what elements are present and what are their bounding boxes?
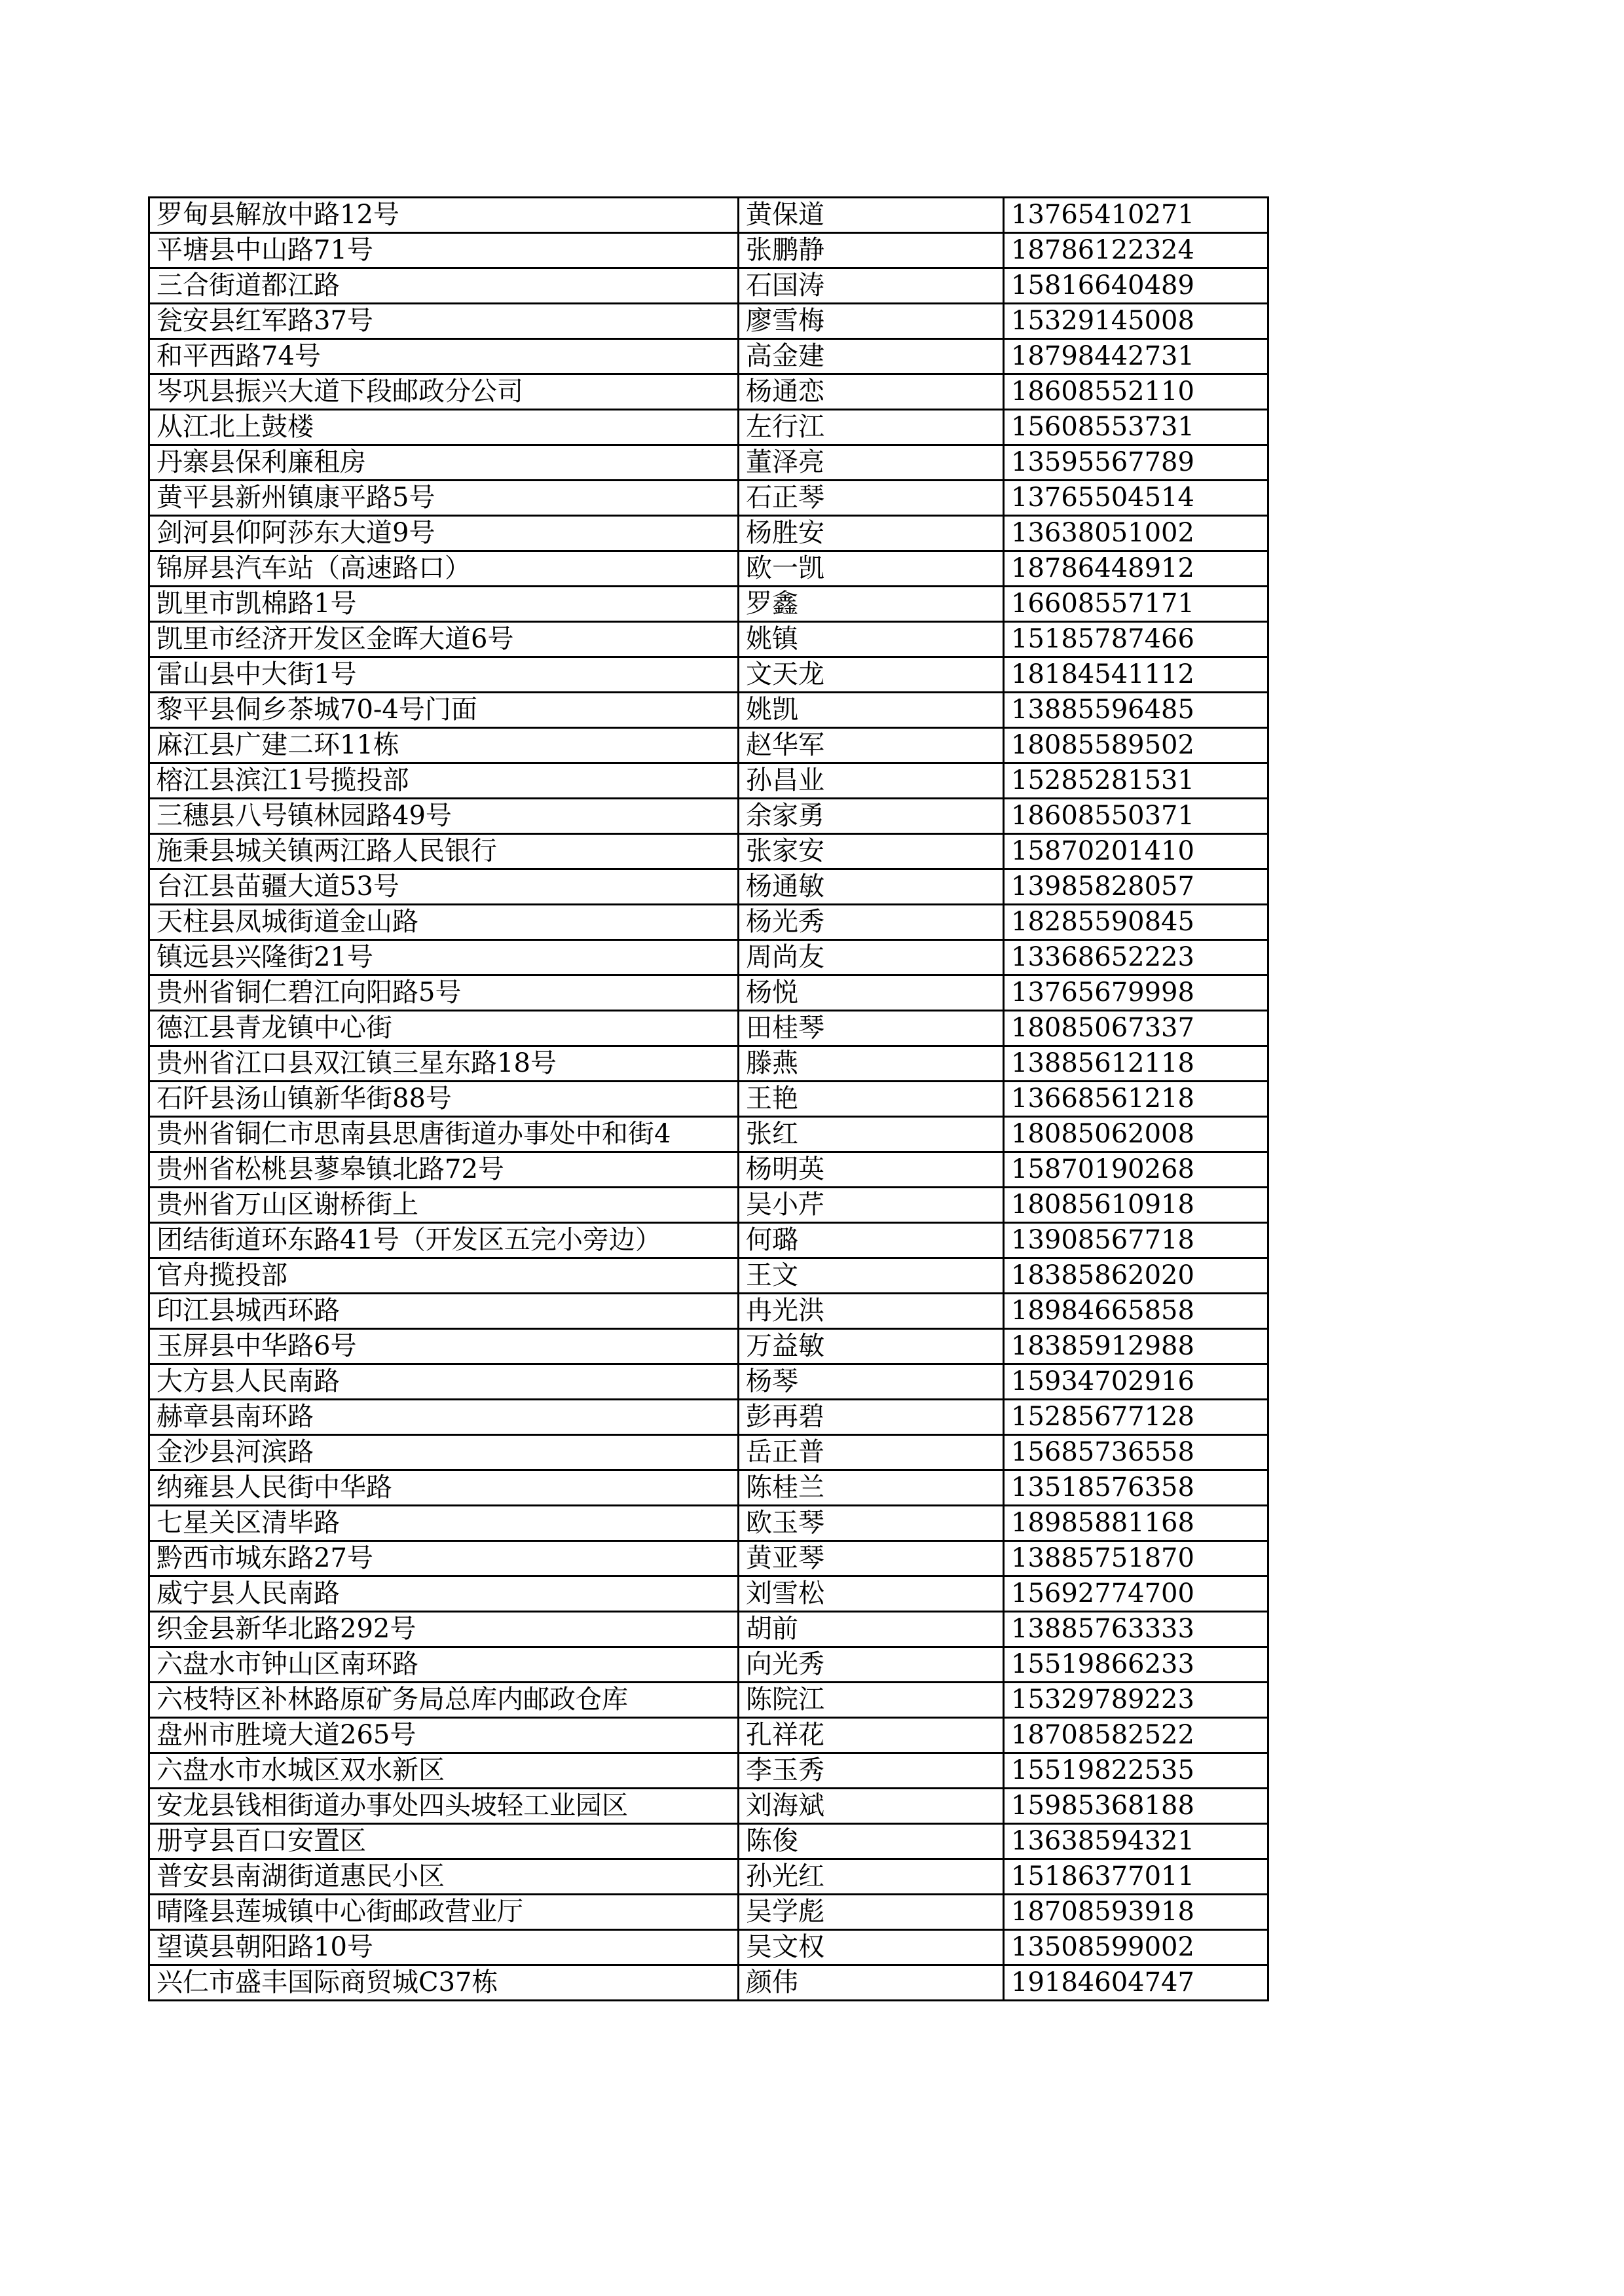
address-cell: 德江县青龙镇中心街 <box>149 1011 739 1046</box>
table-row <box>149 1435 1268 1470</box>
address-cell: 团结街道环东路41号（开发区五完小旁边） <box>149 1223 739 1258</box>
address-cell: 贵州省万山区谢桥街上 <box>149 1188 739 1223</box>
address-cell: 黎平县侗乡茶城70-4号门面 <box>149 693 739 728</box>
name-cell: 黄亚琴 <box>739 1541 1004 1576</box>
phone-cell: 13368652223 <box>1004 940 1268 975</box>
name-cell: 吴小芹 <box>739 1188 1004 1223</box>
phone-cell: 18708593918 <box>1004 1895 1268 1930</box>
table-row <box>149 1506 1268 1541</box>
phone-cell: 15685736558 <box>1004 1435 1268 1470</box>
phone-cell: 18385862020 <box>1004 1258 1268 1294</box>
phone-cell: 13885612118 <box>1004 1046 1268 1082</box>
table-row <box>149 1188 1268 1223</box>
address-cell: 纳雍县人民街中华路 <box>149 1470 739 1506</box>
name-cell: 余家勇 <box>739 799 1004 834</box>
phone-cell: 19184604747 <box>1004 1965 1268 2001</box>
name-cell: 赵华军 <box>739 728 1004 763</box>
address-cell: 望谟县朝阳路10号 <box>149 1930 739 1965</box>
address-cell: 晴隆县莲城镇中心街邮政营业厅 <box>149 1895 739 1930</box>
name-cell: 陈桂兰 <box>739 1470 1004 1506</box>
name-cell: 李玉秀 <box>739 1753 1004 1789</box>
name-cell: 廖雪梅 <box>739 304 1004 339</box>
address-cell: 和平西路74号 <box>149 339 739 374</box>
phone-cell: 18085062008 <box>1004 1117 1268 1152</box>
name-cell: 欧一凯 <box>739 551 1004 587</box>
phone-cell: 13668561218 <box>1004 1082 1268 1117</box>
address-cell: 黔西市城东路27号 <box>149 1541 739 1576</box>
name-cell: 张家安 <box>739 834 1004 869</box>
address-cell: 瓮安县红军路37号 <box>149 304 739 339</box>
table-row <box>149 763 1268 799</box>
name-cell: 张红 <box>739 1117 1004 1152</box>
address-cell: 榕江县滨江1号揽投部 <box>149 763 739 799</box>
phone-cell: 13518576358 <box>1004 1470 1268 1506</box>
table-row <box>149 693 1268 728</box>
name-cell: 颜伟 <box>739 1965 1004 2001</box>
name-cell: 滕燕 <box>739 1046 1004 1082</box>
address-cell: 镇远县兴隆街21号 <box>149 940 739 975</box>
name-cell: 陈俊 <box>739 1824 1004 1859</box>
address-cell: 凯里市经济开发区金晖大道6号 <box>149 622 739 657</box>
table-row <box>149 1329 1268 1364</box>
address-cell: 普安县南湖街道惠民小区 <box>149 1859 739 1895</box>
table-row <box>149 799 1268 834</box>
address-cell: 天柱县凤城街道金山路 <box>149 905 739 940</box>
name-cell: 黄保道 <box>739 198 1004 233</box>
phone-cell: 15870201410 <box>1004 834 1268 869</box>
name-cell: 杨通恋 <box>739 374 1004 410</box>
table-row <box>149 445 1268 481</box>
name-cell: 欧玉琴 <box>739 1506 1004 1541</box>
name-cell: 左行江 <box>739 410 1004 445</box>
table-row <box>149 1612 1268 1647</box>
table-row <box>149 1541 1268 1576</box>
address-cell: 七星关区清毕路 <box>149 1506 739 1541</box>
table-row <box>149 1258 1268 1294</box>
name-cell: 文天龙 <box>739 657 1004 693</box>
phone-cell: 18085067337 <box>1004 1011 1268 1046</box>
name-cell: 孙光红 <box>739 1859 1004 1895</box>
address-cell: 六枝特区补林路原矿务局总库内邮政仓库 <box>149 1683 739 1718</box>
phone-cell: 15870190268 <box>1004 1152 1268 1188</box>
phone-cell: 15608553731 <box>1004 410 1268 445</box>
phone-cell: 18984665858 <box>1004 1294 1268 1329</box>
table-row <box>149 1718 1268 1753</box>
phone-cell: 13885751870 <box>1004 1541 1268 1576</box>
address-cell: 册亨县百口安置区 <box>149 1824 739 1859</box>
table-row <box>149 975 1268 1011</box>
name-cell: 石正琴 <box>739 481 1004 516</box>
table-row <box>149 1011 1268 1046</box>
name-cell: 杨光秀 <box>739 905 1004 940</box>
name-cell: 万益敏 <box>739 1329 1004 1364</box>
address-cell: 兴仁市盛丰国际商贸城C37栋 <box>149 1965 739 2001</box>
address-cell: 威宁县人民南路 <box>149 1576 739 1612</box>
name-cell: 高金建 <box>739 339 1004 374</box>
contact-table-body <box>149 198 1268 2001</box>
table-row <box>149 198 1268 233</box>
table-row <box>149 1364 1268 1400</box>
table-row <box>149 551 1268 587</box>
phone-cell: 15816640489 <box>1004 268 1268 304</box>
table-row <box>149 1789 1268 1824</box>
name-cell: 刘海斌 <box>739 1789 1004 1824</box>
phone-cell: 18608550371 <box>1004 799 1268 834</box>
address-cell: 六盘水市钟山区南环路 <box>149 1647 739 1683</box>
address-cell: 剑河县仰阿莎东大道9号 <box>149 516 739 551</box>
phone-cell: 15985368188 <box>1004 1789 1268 1824</box>
phone-cell: 13885763333 <box>1004 1612 1268 1647</box>
address-cell: 贵州省松桃县蓼皋镇北路72号 <box>149 1152 739 1188</box>
table-row <box>149 1576 1268 1612</box>
address-cell: 岑巩县振兴大道下段邮政分公司 <box>149 374 739 410</box>
address-cell: 三合街道都江路 <box>149 268 739 304</box>
address-cell: 丹寨县保利廉租房 <box>149 445 739 481</box>
address-cell: 锦屏县汽车站（高速路口） <box>149 551 739 587</box>
name-cell: 罗鑫 <box>739 587 1004 622</box>
phone-cell: 18085610918 <box>1004 1188 1268 1223</box>
name-cell: 周尚友 <box>739 940 1004 975</box>
phone-cell: 13638051002 <box>1004 516 1268 551</box>
name-cell: 姚凯 <box>739 693 1004 728</box>
address-cell: 施秉县城关镇两江路人民银行 <box>149 834 739 869</box>
table-row <box>149 233 1268 268</box>
name-cell: 杨通敏 <box>739 869 1004 905</box>
phone-cell: 15329789223 <box>1004 1683 1268 1718</box>
address-cell: 三穗县八号镇林园路49号 <box>149 799 739 834</box>
address-cell: 凯里市凯棉路1号 <box>149 587 739 622</box>
phone-cell: 15185787466 <box>1004 622 1268 657</box>
name-cell: 吴文权 <box>739 1930 1004 1965</box>
address-cell: 麻江县广建二环11栋 <box>149 728 739 763</box>
table-row <box>149 1152 1268 1188</box>
table-row <box>149 869 1268 905</box>
address-cell: 雷山县中大街1号 <box>149 657 739 693</box>
table-row <box>149 268 1268 304</box>
phone-cell: 13985828057 <box>1004 869 1268 905</box>
address-cell: 黄平县新州镇康平路5号 <box>149 481 739 516</box>
table-row <box>149 481 1268 516</box>
phone-cell: 18184541112 <box>1004 657 1268 693</box>
address-cell: 平塘县中山路71号 <box>149 233 739 268</box>
table-row <box>149 1294 1268 1329</box>
name-cell: 杨明英 <box>739 1152 1004 1188</box>
address-cell: 贵州省铜仁碧江向阳路5号 <box>149 975 739 1011</box>
name-cell: 石国涛 <box>739 268 1004 304</box>
phone-cell: 18708582522 <box>1004 1718 1268 1753</box>
phone-cell: 13638594321 <box>1004 1824 1268 1859</box>
phone-cell: 15519866233 <box>1004 1647 1268 1683</box>
address-cell: 金沙县河滨路 <box>149 1435 739 1470</box>
table-row <box>149 410 1268 445</box>
phone-cell: 18608552110 <box>1004 374 1268 410</box>
name-cell: 孔祥花 <box>739 1718 1004 1753</box>
name-cell: 杨胜安 <box>739 516 1004 551</box>
phone-cell: 15692774700 <box>1004 1576 1268 1612</box>
name-cell: 吴学彪 <box>739 1895 1004 1930</box>
address-cell: 官舟揽投部 <box>149 1258 739 1294</box>
name-cell: 彭再碧 <box>739 1400 1004 1435</box>
phone-cell: 18786122324 <box>1004 233 1268 268</box>
address-cell: 大方县人民南路 <box>149 1364 739 1400</box>
table-row <box>149 1223 1268 1258</box>
phone-cell: 13595567789 <box>1004 445 1268 481</box>
table-row <box>149 587 1268 622</box>
phone-cell: 15329145008 <box>1004 304 1268 339</box>
name-cell: 何璐 <box>739 1223 1004 1258</box>
address-cell: 安龙县钱相街道办事处四头坡轻工业园区 <box>149 1789 739 1824</box>
table-row <box>149 1895 1268 1930</box>
phone-cell: 15285281531 <box>1004 763 1268 799</box>
contact-table <box>148 196 1269 2001</box>
phone-cell: 18085589502 <box>1004 728 1268 763</box>
phone-cell: 18786448912 <box>1004 551 1268 587</box>
table-row <box>149 622 1268 657</box>
table-row <box>149 1647 1268 1683</box>
phone-cell: 13908567718 <box>1004 1223 1268 1258</box>
table-row <box>149 728 1268 763</box>
address-cell: 玉屏县中华路6号 <box>149 1329 739 1364</box>
table-row <box>149 1400 1268 1435</box>
table-row <box>149 1683 1268 1718</box>
phone-cell: 16608557171 <box>1004 587 1268 622</box>
table-row <box>149 1859 1268 1895</box>
table-row <box>149 940 1268 975</box>
name-cell: 杨琴 <box>739 1364 1004 1400</box>
address-cell: 印江县城西环路 <box>149 1294 739 1329</box>
phone-cell: 13508599002 <box>1004 1930 1268 1965</box>
phone-cell: 18385912988 <box>1004 1329 1268 1364</box>
address-cell: 从江北上鼓楼 <box>149 410 739 445</box>
table-row <box>149 339 1268 374</box>
phone-cell: 13885596485 <box>1004 693 1268 728</box>
phone-cell: 15934702916 <box>1004 1364 1268 1400</box>
phone-cell: 13765504514 <box>1004 481 1268 516</box>
table-row <box>149 374 1268 410</box>
phone-cell: 15285677128 <box>1004 1400 1268 1435</box>
phone-cell: 18285590845 <box>1004 905 1268 940</box>
name-cell: 岳正普 <box>739 1435 1004 1470</box>
name-cell: 冉光洪 <box>739 1294 1004 1329</box>
phone-cell: 15186377011 <box>1004 1859 1268 1895</box>
table-row <box>149 1082 1268 1117</box>
table-row <box>149 657 1268 693</box>
name-cell: 刘雪松 <box>739 1576 1004 1612</box>
name-cell: 王文 <box>739 1258 1004 1294</box>
table-row <box>149 1824 1268 1859</box>
table-row <box>149 1753 1268 1789</box>
name-cell: 董泽亮 <box>739 445 1004 481</box>
address-cell: 赫章县南环路 <box>149 1400 739 1435</box>
address-cell: 台江县苗疆大道53号 <box>149 869 739 905</box>
table-row <box>149 516 1268 551</box>
phone-cell: 13765679998 <box>1004 975 1268 1011</box>
address-cell: 盘州市胜境大道265号 <box>149 1718 739 1753</box>
name-cell: 孙昌业 <box>739 763 1004 799</box>
table-row <box>149 304 1268 339</box>
name-cell: 杨悦 <box>739 975 1004 1011</box>
phone-cell: 13765410271 <box>1004 198 1268 233</box>
name-cell: 向光秀 <box>739 1647 1004 1683</box>
phone-cell: 18798442731 <box>1004 339 1268 374</box>
table-row <box>149 1965 1268 2001</box>
address-cell: 罗甸县解放中路12号 <box>149 198 739 233</box>
address-cell: 织金县新华北路292号 <box>149 1612 739 1647</box>
table-row <box>149 834 1268 869</box>
name-cell: 张鹏静 <box>739 233 1004 268</box>
table-row <box>149 1930 1268 1965</box>
address-cell: 石阡县汤山镇新华街88号 <box>149 1082 739 1117</box>
phone-cell: 15519822535 <box>1004 1753 1268 1789</box>
table-row <box>149 905 1268 940</box>
name-cell: 姚镇 <box>739 622 1004 657</box>
table-row <box>149 1117 1268 1152</box>
table-row <box>149 1470 1268 1506</box>
name-cell: 王艳 <box>739 1082 1004 1117</box>
name-cell: 田桂琴 <box>739 1011 1004 1046</box>
phone-cell: 18985881168 <box>1004 1506 1268 1541</box>
address-cell: 贵州省铜仁市思南县思唐街道办事处中和街4 <box>149 1117 739 1152</box>
name-cell: 陈院江 <box>739 1683 1004 1718</box>
table-row <box>149 1046 1268 1082</box>
address-cell: 六盘水市水城区双水新区 <box>149 1753 739 1789</box>
address-cell: 贵州省江口县双江镇三星东路18号 <box>149 1046 739 1082</box>
name-cell: 胡前 <box>739 1612 1004 1647</box>
